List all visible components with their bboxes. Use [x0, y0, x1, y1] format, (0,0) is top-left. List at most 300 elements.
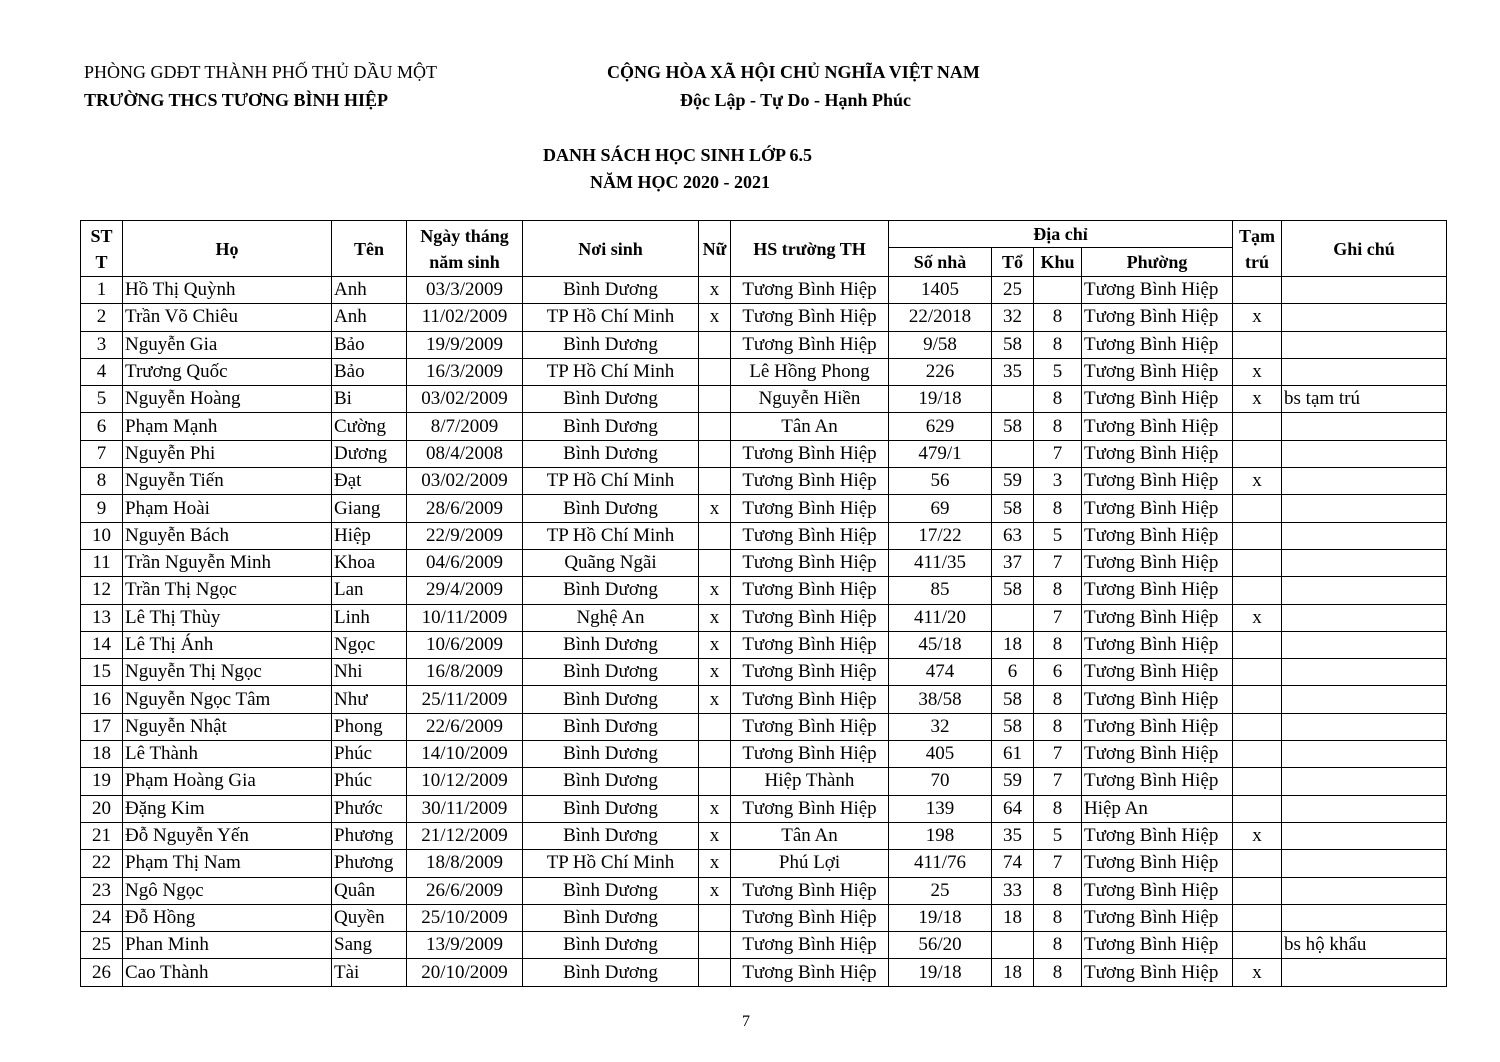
- cell-tam-tru: [1233, 440, 1282, 467]
- table-row: [81, 822, 1447, 849]
- cell-nu: [699, 959, 731, 986]
- cell-tam-tru: x: [1233, 959, 1282, 986]
- cell-so-nha: 25: [889, 877, 992, 904]
- cell-ten: Dương: [332, 440, 407, 467]
- table-row: [81, 741, 1447, 768]
- cell-ho: Nguyễn Hoàng: [123, 386, 332, 413]
- cell-ho: Lê Thành: [123, 741, 332, 768]
- table-row: [81, 850, 1447, 877]
- cell-phuong: Tương Bình Hiệp: [1082, 468, 1233, 495]
- cell-noi-sinh: Nghệ An: [523, 604, 699, 631]
- cell-noi-sinh: TP Hồ Chí Minh: [523, 468, 699, 495]
- cell-so-nha: 17/22: [889, 522, 992, 549]
- cell-ten: Giang: [332, 495, 407, 522]
- cell-ho: Phạm Thị Nam: [123, 850, 332, 877]
- cell-hs-truong: Tương Bình Hiệp: [731, 959, 889, 986]
- cell-hs-truong: Tương Bình Hiệp: [731, 577, 889, 604]
- cell-ghi-chu: [1282, 659, 1447, 686]
- cell-stt: 1: [81, 277, 123, 304]
- cell-ngay-sinh: 20/10/2009: [407, 959, 523, 986]
- cell-so-nha: 32: [889, 713, 992, 740]
- cell-khu: 8: [1034, 795, 1082, 822]
- cell-khu: 8: [1034, 386, 1082, 413]
- cell-so-nha: 56/20: [889, 932, 992, 959]
- cell-ngay-sinh: 22/6/2009: [407, 713, 523, 740]
- cell-ten: Phương: [332, 822, 407, 849]
- cell-noi-sinh: TP Hồ Chí Minh: [523, 304, 699, 331]
- cell-nu: [699, 386, 731, 413]
- table-row: [81, 413, 1447, 440]
- cell-ho: Phạm Hoài: [123, 495, 332, 522]
- cell-tam-tru: x: [1233, 822, 1282, 849]
- cell-ho: Nguyễn Nhật: [123, 713, 332, 740]
- table-row: [81, 358, 1447, 385]
- cell-so-nha: 479/1: [889, 440, 992, 467]
- national-motto: Độc Lập - Tự Do - Hạnh Phúc: [680, 90, 912, 110]
- cell-noi-sinh: Bình Dương: [523, 495, 699, 522]
- cell-phuong: Tương Bình Hiệp: [1082, 304, 1233, 331]
- cell-ten: Sang: [332, 932, 407, 959]
- cell-to: 33: [992, 877, 1034, 904]
- cell-phuong: Tương Bình Hiệp: [1082, 604, 1233, 631]
- cell-phuong: Tương Bình Hiệp: [1082, 713, 1233, 740]
- header-ghi-chu: Ghi chú: [1282, 221, 1447, 277]
- cell-to: 18: [992, 959, 1034, 986]
- cell-ghi-chu: [1282, 358, 1447, 385]
- header-stt: ST T: [81, 221, 123, 277]
- cell-stt: 21: [81, 822, 123, 849]
- cell-hs-truong: Tương Bình Hiệp: [731, 304, 889, 331]
- cell-ho: Lê Thị Thùy: [123, 604, 332, 631]
- cell-ngay-sinh: 14/10/2009: [407, 741, 523, 768]
- cell-tam-tru: x: [1233, 468, 1282, 495]
- cell-ho: Đặng Kim: [123, 795, 332, 822]
- cell-so-nha: 38/58: [889, 686, 992, 713]
- cell-ho: Cao Thành: [123, 959, 332, 986]
- cell-ten: Linh: [332, 604, 407, 631]
- cell-so-nha: 85: [889, 577, 992, 604]
- cell-ngay-sinh: 19/9/2009: [407, 331, 523, 358]
- cell-so-nha: 405: [889, 741, 992, 768]
- cell-to: 35: [992, 822, 1034, 849]
- cell-to: 6: [992, 659, 1034, 686]
- cell-noi-sinh: Bình Dương: [523, 386, 699, 413]
- cell-noi-sinh: Bình Dương: [523, 277, 699, 304]
- cell-stt: 11: [81, 549, 123, 576]
- cell-ho: Hồ Thị Quỳnh: [123, 277, 332, 304]
- cell-noi-sinh: TP Hồ Chí Minh: [523, 522, 699, 549]
- cell-ho: Trần Nguyễn Minh: [123, 549, 332, 576]
- cell-so-nha: 22/2018: [889, 304, 992, 331]
- cell-ngay-sinh: 03/3/2009: [407, 277, 523, 304]
- cell-khu: 8: [1034, 713, 1082, 740]
- cell-ngay-sinh: 21/12/2009: [407, 822, 523, 849]
- cell-khu: 3: [1034, 468, 1082, 495]
- cell-to: 58: [992, 495, 1034, 522]
- cell-ghi-chu: [1282, 577, 1447, 604]
- cell-nu: x: [699, 659, 731, 686]
- table-row: [81, 713, 1447, 740]
- cell-to: 18: [992, 904, 1034, 931]
- cell-ngay-sinh: 16/8/2009: [407, 659, 523, 686]
- cell-ten: Hiệp: [332, 522, 407, 549]
- cell-ghi-chu: [1282, 686, 1447, 713]
- cell-so-nha: 69: [889, 495, 992, 522]
- cell-ngay-sinh: 10/11/2009: [407, 604, 523, 631]
- cell-noi-sinh: Bình Dương: [523, 659, 699, 686]
- cell-nu: x: [699, 631, 731, 658]
- cell-so-nha: 19/18: [889, 386, 992, 413]
- cell-tam-tru: x: [1233, 386, 1282, 413]
- cell-tam-tru: [1233, 713, 1282, 740]
- cell-ten: Lan: [332, 577, 407, 604]
- cell-ten: Như: [332, 686, 407, 713]
- student-table: [80, 220, 1447, 987]
- cell-nu: [699, 741, 731, 768]
- cell-so-nha: 411/76: [889, 850, 992, 877]
- cell-hs-truong: Tương Bình Hiệp: [731, 549, 889, 576]
- cell-ho: Nguyễn Bách: [123, 522, 332, 549]
- cell-khu: 8: [1034, 877, 1082, 904]
- cell-ten: Phúc: [332, 768, 407, 795]
- cell-ten: Nhi: [332, 659, 407, 686]
- table-row: [81, 604, 1447, 631]
- cell-tam-tru: [1233, 795, 1282, 822]
- cell-stt: 5: [81, 386, 123, 413]
- cell-phuong: Tương Bình Hiệp: [1082, 277, 1233, 304]
- cell-ho: Trương Quốc: [123, 358, 332, 385]
- cell-nu: [699, 904, 731, 931]
- cell-nu: x: [699, 577, 731, 604]
- cell-ngay-sinh: 25/11/2009: [407, 686, 523, 713]
- cell-phuong: Tương Bình Hiệp: [1082, 904, 1233, 931]
- cell-nu: x: [699, 877, 731, 904]
- cell-stt: 17: [81, 713, 123, 740]
- cell-phuong: Tương Bình Hiệp: [1082, 741, 1233, 768]
- cell-hs-truong: Tương Bình Hiệp: [731, 795, 889, 822]
- cell-to: [992, 440, 1034, 467]
- cell-ho: Nguyễn Ngọc Tâm: [123, 686, 332, 713]
- cell-hs-truong: Tương Bình Hiệp: [731, 877, 889, 904]
- cell-ten: Đạt: [332, 468, 407, 495]
- cell-ten: Anh: [332, 277, 407, 304]
- cell-noi-sinh: Bình Dương: [523, 713, 699, 740]
- cell-tam-tru: [1233, 768, 1282, 795]
- cell-ten: Phước: [332, 795, 407, 822]
- cell-stt: 9: [81, 495, 123, 522]
- header-hs-truong: HS trường TH: [731, 221, 889, 277]
- cell-to: 74: [992, 850, 1034, 877]
- cell-stt: 20: [81, 795, 123, 822]
- cell-ten: Quyền: [332, 904, 407, 931]
- cell-stt: 14: [81, 631, 123, 658]
- cell-ngay-sinh: 08/4/2008: [407, 440, 523, 467]
- cell-ghi-chu: [1282, 468, 1447, 495]
- cell-stt: 6: [81, 413, 123, 440]
- cell-noi-sinh: Bình Dương: [523, 877, 699, 904]
- header-dia-chi: Địa chỉ: [889, 221, 1233, 248]
- cell-tam-tru: [1233, 577, 1282, 604]
- cell-stt: 10: [81, 522, 123, 549]
- cell-stt: 15: [81, 659, 123, 686]
- cell-noi-sinh: Bình Dương: [523, 686, 699, 713]
- cell-stt: 8: [81, 468, 123, 495]
- cell-nu: [699, 358, 731, 385]
- cell-ho: Trần Thị Ngọc: [123, 577, 332, 604]
- cell-phuong: Tương Bình Hiệp: [1082, 822, 1233, 849]
- cell-hs-truong: Tương Bình Hiệp: [731, 713, 889, 740]
- header-khu: Khu: [1034, 248, 1082, 277]
- cell-hs-truong: Tân An: [731, 413, 889, 440]
- cell-ten: Tài: [332, 959, 407, 986]
- cell-ngay-sinh: 16/3/2009: [407, 358, 523, 385]
- cell-phuong: Tương Bình Hiệp: [1082, 495, 1233, 522]
- cell-ngay-sinh: 8/7/2009: [407, 413, 523, 440]
- cell-to: 35: [992, 358, 1034, 385]
- cell-ten: Anh: [332, 304, 407, 331]
- cell-nu: x: [699, 850, 731, 877]
- table-row: [81, 386, 1447, 413]
- cell-hs-truong: Tương Bình Hiệp: [731, 331, 889, 358]
- cell-to: 58: [992, 413, 1034, 440]
- department-name: PHÒNG GDĐT THÀNH PHỐ THỦ DẦU MỘT: [84, 62, 438, 82]
- cell-ghi-chu: bs hộ khẩu: [1282, 932, 1447, 959]
- cell-to: 18: [992, 631, 1034, 658]
- cell-hs-truong: Tương Bình Hiệp: [731, 631, 889, 658]
- cell-phuong: Tương Bình Hiệp: [1082, 358, 1233, 385]
- cell-ghi-chu: [1282, 522, 1447, 549]
- cell-phuong: Tương Bình Hiệp: [1082, 386, 1233, 413]
- cell-stt: 24: [81, 904, 123, 931]
- cell-tam-tru: [1233, 549, 1282, 576]
- cell-ngay-sinh: 22/9/2009: [407, 522, 523, 549]
- cell-ngay-sinh: 04/6/2009: [407, 549, 523, 576]
- cell-to: 37: [992, 549, 1034, 576]
- cell-tam-tru: [1233, 686, 1282, 713]
- cell-phuong: Tương Bình Hiệp: [1082, 549, 1233, 576]
- cell-phuong: Tương Bình Hiệp: [1082, 686, 1233, 713]
- cell-ten: Khoa: [332, 549, 407, 576]
- cell-phuong: Tương Bình Hiệp: [1082, 631, 1233, 658]
- cell-ho: Phạm Mạnh: [123, 413, 332, 440]
- cell-khu: 7: [1034, 440, 1082, 467]
- cell-to: 59: [992, 768, 1034, 795]
- cell-ghi-chu: [1282, 549, 1447, 576]
- table-row: [81, 795, 1447, 822]
- cell-ten: Bi: [332, 386, 407, 413]
- cell-nu: x: [699, 304, 731, 331]
- cell-ghi-chu: [1282, 631, 1447, 658]
- cell-stt: 22: [81, 850, 123, 877]
- cell-nu: [699, 440, 731, 467]
- cell-phuong: Tương Bình Hiệp: [1082, 877, 1233, 904]
- cell-stt: 26: [81, 959, 123, 986]
- cell-so-nha: 198: [889, 822, 992, 849]
- cell-hs-truong: Lê Hồng Phong: [731, 358, 889, 385]
- cell-hs-truong: Tương Bình Hiệp: [731, 659, 889, 686]
- cell-phuong: Tương Bình Hiệp: [1082, 413, 1233, 440]
- cell-ghi-chu: [1282, 768, 1447, 795]
- table-row: [81, 277, 1447, 304]
- cell-hs-truong: Tương Bình Hiệp: [731, 468, 889, 495]
- document-title: DANH SÁCH HỌC SINH LỚP 6.5: [543, 145, 813, 165]
- cell-ghi-chu: [1282, 440, 1447, 467]
- table-row: [81, 331, 1447, 358]
- cell-ho: Đỗ Hồng: [123, 904, 332, 931]
- cell-so-nha: 19/18: [889, 959, 992, 986]
- cell-phuong: Tương Bình Hiệp: [1082, 959, 1233, 986]
- cell-ghi-chu: [1282, 713, 1447, 740]
- cell-phuong: Tương Bình Hiệp: [1082, 768, 1233, 795]
- table-row: [81, 304, 1447, 331]
- cell-stt: 23: [81, 877, 123, 904]
- cell-khu: 7: [1034, 549, 1082, 576]
- cell-phuong: Tương Bình Hiệp: [1082, 850, 1233, 877]
- cell-khu: 7: [1034, 741, 1082, 768]
- cell-stt: 19: [81, 768, 123, 795]
- cell-noi-sinh: Bình Dương: [523, 631, 699, 658]
- school-name: TRƯỜNG THCS TƯƠNG BÌNH HIỆP: [84, 90, 389, 110]
- cell-stt: 3: [81, 331, 123, 358]
- cell-stt: 7: [81, 440, 123, 467]
- cell-khu: 7: [1034, 850, 1082, 877]
- cell-hs-truong: Tương Bình Hiệp: [731, 604, 889, 631]
- cell-khu: 8: [1034, 304, 1082, 331]
- cell-to: 58: [992, 331, 1034, 358]
- cell-khu: 7: [1034, 768, 1082, 795]
- cell-tam-tru: [1233, 631, 1282, 658]
- cell-ten: Phong: [332, 713, 407, 740]
- cell-ho: Phan Minh: [123, 932, 332, 959]
- cell-ghi-chu: bs tạm trú: [1282, 386, 1447, 413]
- header-tam-tru: Tạm trú: [1233, 221, 1282, 277]
- cell-so-nha: 474: [889, 659, 992, 686]
- cell-hs-truong: Tương Bình Hiệp: [731, 440, 889, 467]
- cell-khu: 8: [1034, 495, 1082, 522]
- cell-ho: Đỗ Nguyễn Yến: [123, 822, 332, 849]
- cell-khu: 5: [1034, 822, 1082, 849]
- cell-nu: [699, 549, 731, 576]
- school-year: NĂM HỌC 2020 - 2021: [590, 172, 770, 192]
- cell-phuong: Tương Bình Hiệp: [1082, 331, 1233, 358]
- cell-to: 64: [992, 795, 1034, 822]
- cell-hs-truong: Hiệp Thành: [731, 768, 889, 795]
- cell-ten: Bảo: [332, 358, 407, 385]
- cell-stt: 18: [81, 741, 123, 768]
- table-row: [81, 959, 1447, 986]
- cell-so-nha: 1405: [889, 277, 992, 304]
- cell-tam-tru: [1233, 277, 1282, 304]
- cell-stt: 16: [81, 686, 123, 713]
- cell-ghi-chu: [1282, 822, 1447, 849]
- cell-ngay-sinh: 28/6/2009: [407, 495, 523, 522]
- cell-ten: Ngọc: [332, 631, 407, 658]
- cell-ten: Phúc: [332, 741, 407, 768]
- table-row: [81, 877, 1447, 904]
- table-row: [81, 631, 1447, 658]
- cell-ghi-chu: [1282, 413, 1447, 440]
- cell-khu: [1034, 277, 1082, 304]
- cell-nu: [699, 331, 731, 358]
- cell-ngay-sinh: 03/02/2009: [407, 468, 523, 495]
- table-row: [81, 768, 1447, 795]
- cell-so-nha: 226: [889, 358, 992, 385]
- cell-ngay-sinh: 25/10/2009: [407, 904, 523, 931]
- header-ten: Tên: [332, 221, 407, 277]
- cell-ghi-chu: [1282, 331, 1447, 358]
- cell-noi-sinh: Bình Dương: [523, 768, 699, 795]
- cell-ho: Lê Thị Ánh: [123, 631, 332, 658]
- header-ho: Họ: [123, 221, 332, 277]
- cell-ghi-chu: [1282, 850, 1447, 877]
- cell-to: 58: [992, 577, 1034, 604]
- cell-phuong: Tương Bình Hiệp: [1082, 577, 1233, 604]
- cell-ghi-chu: [1282, 959, 1447, 986]
- cell-ten: Cường: [332, 413, 407, 440]
- cell-tam-tru: [1233, 904, 1282, 931]
- cell-noi-sinh: Bình Dương: [523, 932, 699, 959]
- cell-tam-tru: x: [1233, 304, 1282, 331]
- cell-ghi-chu: [1282, 304, 1447, 331]
- cell-to: 59: [992, 468, 1034, 495]
- cell-nu: x: [699, 495, 731, 522]
- cell-ghi-chu: [1282, 277, 1447, 304]
- cell-phuong: Tương Bình Hiệp: [1082, 932, 1233, 959]
- cell-noi-sinh: Bình Dương: [523, 331, 699, 358]
- cell-nu: [699, 713, 731, 740]
- cell-ho: Nguyễn Tiến: [123, 468, 332, 495]
- cell-nu: [699, 413, 731, 440]
- cell-noi-sinh: Bình Dương: [523, 741, 699, 768]
- cell-hs-truong: Tương Bình Hiệp: [731, 932, 889, 959]
- cell-stt: 12: [81, 577, 123, 604]
- table-row: [81, 468, 1447, 495]
- cell-khu: 8: [1034, 331, 1082, 358]
- cell-hs-truong: Tương Bình Hiệp: [731, 904, 889, 931]
- cell-tam-tru: x: [1233, 604, 1282, 631]
- cell-phuong: Tương Bình Hiệp: [1082, 440, 1233, 467]
- cell-tam-tru: x: [1233, 358, 1282, 385]
- cell-stt: 4: [81, 358, 123, 385]
- cell-nu: [699, 768, 731, 795]
- cell-to: 58: [992, 686, 1034, 713]
- cell-phuong: Hiệp An: [1082, 795, 1233, 822]
- cell-noi-sinh: Bình Dương: [523, 795, 699, 822]
- cell-ngay-sinh: 10/6/2009: [407, 631, 523, 658]
- cell-tam-tru: [1233, 741, 1282, 768]
- cell-phuong: Tương Bình Hiệp: [1082, 522, 1233, 549]
- cell-phuong: Tương Bình Hiệp: [1082, 659, 1233, 686]
- table-row: [81, 659, 1447, 686]
- cell-to: [992, 932, 1034, 959]
- cell-ghi-chu: [1282, 877, 1447, 904]
- cell-tam-tru: [1233, 413, 1282, 440]
- cell-ghi-chu: [1282, 795, 1447, 822]
- cell-ngay-sinh: 26/6/2009: [407, 877, 523, 904]
- cell-so-nha: 411/35: [889, 549, 992, 576]
- table-row: [81, 686, 1447, 713]
- cell-nu: x: [699, 277, 731, 304]
- cell-khu: 5: [1034, 358, 1082, 385]
- table-row: [81, 495, 1447, 522]
- cell-ho: Nguyễn Gia: [123, 331, 332, 358]
- cell-so-nha: 45/18: [889, 631, 992, 658]
- cell-ho: Phạm Hoàng Gia: [123, 768, 332, 795]
- table-row: [81, 549, 1447, 576]
- cell-so-nha: 411/20: [889, 604, 992, 631]
- cell-so-nha: 70: [889, 768, 992, 795]
- header-noi-sinh: Nơi sinh: [523, 221, 699, 277]
